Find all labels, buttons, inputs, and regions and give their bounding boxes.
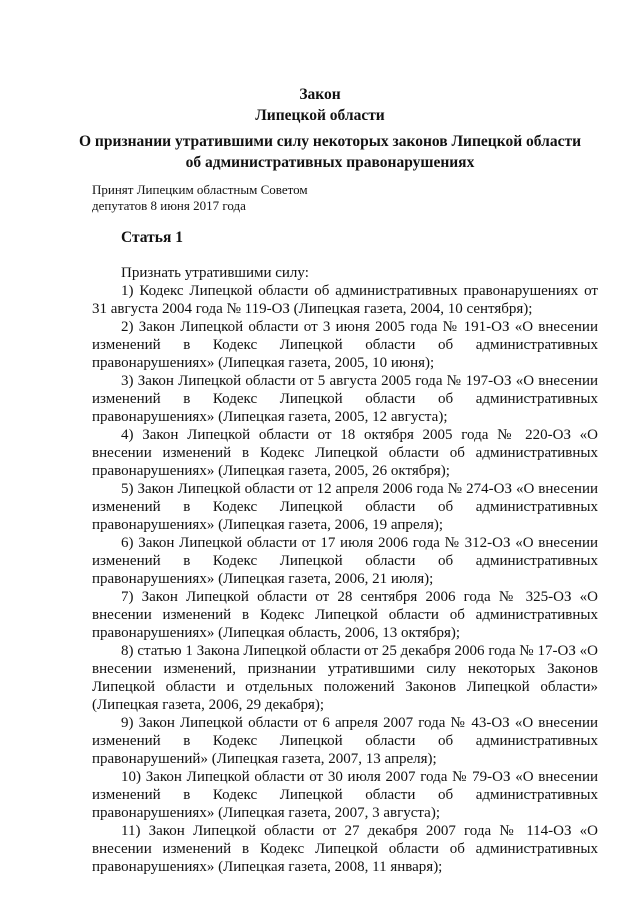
list-item: 11) Закон Липецкой области от 27 декабря 2007 года № 114-ОЗ «О внесении изменений в Кодекс Липецкой области об административных правонарушениях» (Липецкая газета, 2008, 11 января); — [92, 823, 598, 875]
list-item: 1) Кодекс Липецкой области об административных правонарушениях от 31 августа 2004 года № 119-ОЗ (Липецкая газета, 2004, 10 сентября); — [92, 283, 598, 317]
law-title-line1: Закон — [299, 86, 341, 103]
law-title — [0, 84, 640, 126]
list-item: 4) Закон Липецкой области от 18 октября 2005 года № 220-ОЗ «О внесении изменений в Кодекс Липецкой области об административных правонарушениях» (Липецкая газета, 2005, 26 октября); — [92, 427, 598, 479]
law-subtitle-line1: О признании утратившими силу некоторых законов Липецкой области — [78, 133, 581, 150]
adoption-note-line1: Принят Липецким областным Советом — [92, 182, 308, 197]
article-heading: Статья 1 — [121, 229, 183, 246]
law-subtitle — [60, 131, 600, 173]
list-item: 5) Закон Липецкой области от 12 апреля 2006 года № 274-ОЗ «О внесении изменений в Кодекс Липецкой области об административных правонарушениях» (Липецкая газета, 2006, 19 апреля); — [92, 481, 598, 533]
article-intro: Признать утратившими силу: — [121, 265, 309, 281]
adoption-note-line2: депутатов 8 июня 2017 года — [92, 198, 246, 213]
adoption-note — [92, 182, 308, 214]
list-item: 7) Закон Липецкой области от 28 сентября 2006 года № 325-ОЗ «О внесении изменений в Кодекс Липецкой области об административных правонарушениях» (Липецкая область, 2006, 13 октября); — [92, 589, 598, 641]
article-body — [92, 264, 598, 876]
list-item: 6) Закон Липецкой области от 17 июля 2006 года № 312-ОЗ «О внесении изменений в Кодекс Липецкой области об административных правонарушениях» (Липецкая газета, 2006, 21 июля); — [92, 535, 598, 587]
list-item: 8) статью 1 Закона Липецкой области от 25 декабря 2006 года № 17-ОЗ «О внесении изменений, признании утратившими силу некоторых Законов Липецкой области и отдельных положений Законов Липецкой области» (Липецкая газета, 2006, 29 декабря); — [92, 643, 598, 713]
law-subtitle-line2: об административных правонарушениях — [185, 154, 475, 171]
list-item: 9) Закон Липецкой области от 6 апреля 2007 года № 43-ОЗ «О внесении изменений в Кодекс Липецкой области об административных правонарушений» (Липецкая газета, 2007, 13 апреля); — [92, 715, 598, 767]
list-item: 10) Закон Липецкой области от 30 июля 2007 года № 79-ОЗ «О внесении изменений в Кодекс Липецкой области об административных правонарушениях» (Липецкая газета, 2007, 3 августа); — [92, 769, 598, 821]
list-item: 3) Закон Липецкой области от 5 августа 2005 года № 197-ОЗ «О внесении изменений в Кодекс Липецкой области об административных правонарушениях» (Липецкая газета, 2005, 12 августа); — [92, 373, 598, 425]
list-item: 2) Закон Липецкой области от 3 июня 2005 года № 191-ОЗ «О внесении изменений в Кодекс Липецкой области об административных правонарушениях» (Липецкая газета, 2005, 10 июня); — [92, 319, 598, 371]
law-title-line2: Липецкой области — [255, 107, 385, 124]
